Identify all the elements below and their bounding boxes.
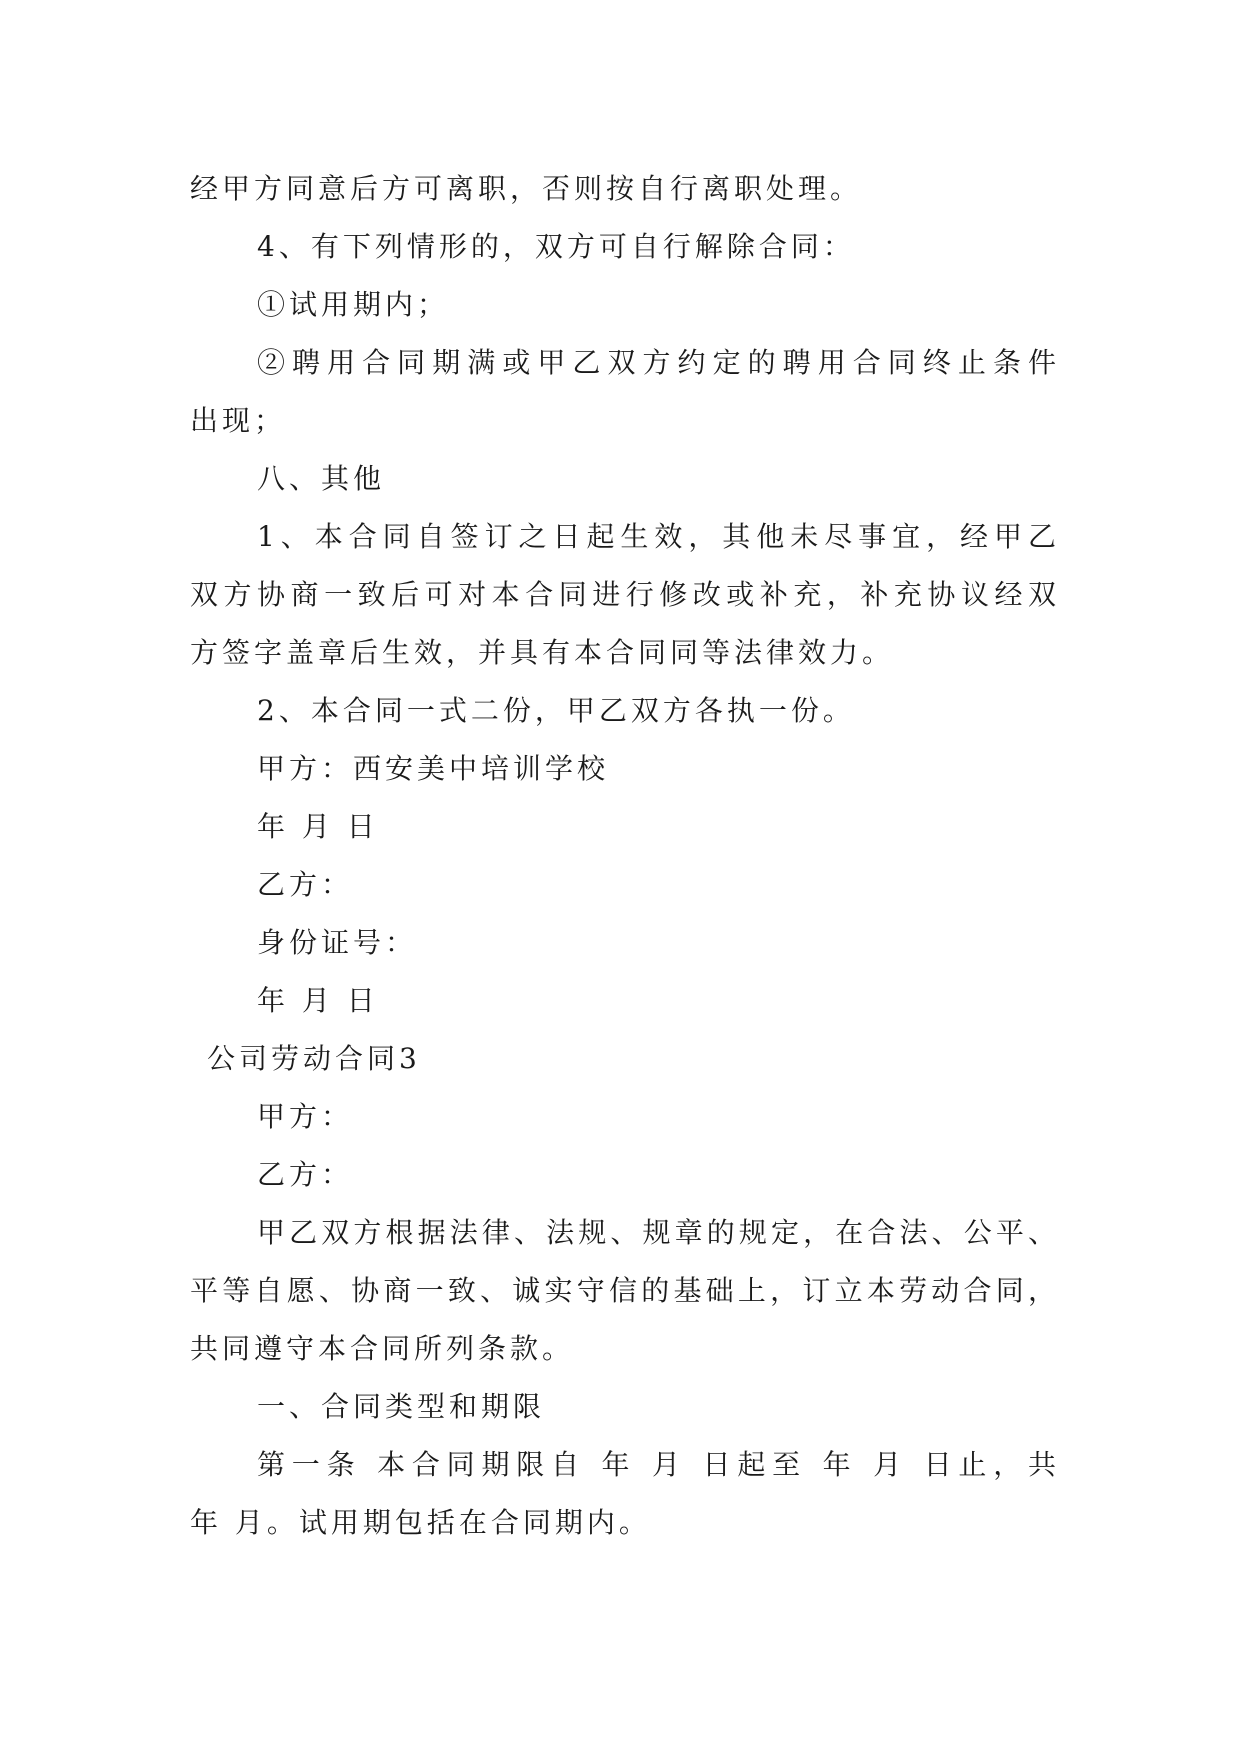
document-title: 公司劳动合同3: [207, 1042, 421, 1075]
paragraph-line: 经甲方同意后方可离职，否则按自行离职处理。: [190, 172, 863, 205]
paragraph-line: 1、本合同自签订之日起生效，其他未尽事宜，经甲乙: [257, 520, 1060, 553]
paragraph-line: ①试用期内；: [257, 288, 450, 321]
paragraph-line: 第一条 本合同期限自 年 月 日起至 年 月 日止，共: [257, 1448, 1060, 1481]
paragraph-line: ②聘用合同期满或甲乙双方约定的聘用合同终止条件: [257, 346, 1060, 379]
paragraph-line: 4、有下列情形的，双方可自行解除合同：: [257, 230, 855, 263]
document-body: [190, 160, 1060, 1552]
paragraph-line: 甲乙双方根据法律、法规、规章的规定，在合法、公平、: [257, 1216, 1060, 1249]
paragraph-line: 共同遵守本合同所列条款。: [190, 1332, 575, 1365]
party-b-label: 乙方：: [257, 1158, 354, 1191]
signature-party-b: 乙方：: [257, 868, 354, 901]
signature-party-a: 甲方：西安美中培训学校: [257, 752, 610, 785]
section-heading: 八、其他: [257, 462, 386, 495]
paragraph-line: 双方协商一致后可对本合同进行修改或补充，补充协议经双: [190, 578, 1060, 611]
signature-date: 年 月 日: [257, 810, 379, 843]
paragraph-line: 年 月。试用期包括在合同期内。: [190, 1506, 651, 1539]
signature-date: 年 月 日: [257, 984, 379, 1017]
party-a-label: 甲方：: [257, 1100, 354, 1133]
paragraph-line: 方签字盖章后生效，并具有本合同同等法律效力。: [190, 636, 895, 669]
paragraph-line: 出现；: [190, 404, 287, 437]
signature-id-number: 身份证号：: [257, 926, 418, 959]
paragraph-line: 2、本合同一式二份，甲乙双方各执一份。: [257, 694, 855, 727]
section-heading: 一、合同类型和期限: [257, 1390, 546, 1423]
paragraph-line: 平等自愿、协商一致、诚实守信的基础上，订立本劳动合同，: [190, 1274, 1060, 1307]
